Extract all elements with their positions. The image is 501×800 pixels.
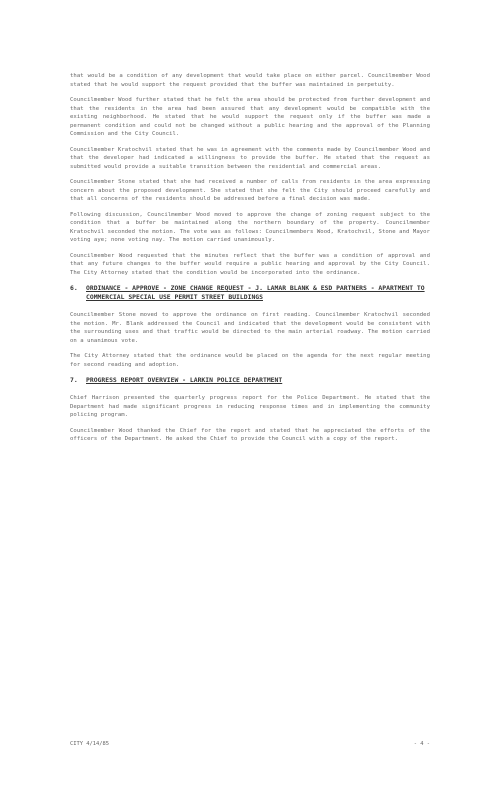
body-paragraph: Councilmember Wood thanked the Chief for the report and stated that he appreciated the efforts of the officers of the Department. He asked the Chief to provide the Council with a copy of the report. bbox=[70, 427, 434, 442]
section-heading-6 bbox=[70, 284, 430, 302]
section-heading-7 bbox=[70, 376, 430, 385]
section-number: 6. bbox=[70, 284, 78, 292]
page-footer bbox=[70, 741, 430, 747]
body-paragraph: Chief Harrison presented the quarterly progress report for the Police Department. He stated that the Department had made significant progress in reducing response times and in implementing the community policing program. bbox=[70, 395, 434, 418]
section-number: 7. bbox=[70, 376, 78, 384]
section-title: PROGRESS REPORT OVERVIEW - LARKIN POLICE DEPARTMENT bbox=[86, 376, 283, 384]
body-paragraph: The City Attorney stated that the ordinance would be placed on the agenda for the next regular meeting for second reading and adoption. bbox=[70, 353, 434, 368]
body-paragraph: Councilmember Stone moved to approve the ordinance on first reading. Councilmember Kratochvil seconded the motion. Mr. Blank addressed the Council and indicated that the development would be consistent with the surrounding uses and that traffic would be directed to the main arterial roadway. The motion carried on a unanimous vote. bbox=[70, 312, 434, 344]
body-paragraph: Following discussion, Councilmember Wood moved to approve the change of zoning request subject to the condition that a buffer be maintained along the northern boundary of the property. Councilmember Kratochvil seconded the motion. The vote was as follows: Councilmembers Wood, Kratochvil, Stone and Mayor voting aye; none voting nay. The motion carried unanimously. bbox=[70, 211, 434, 243]
footer-date: CITY 4/14/85 bbox=[70, 741, 109, 747]
body-paragraph: that would be a condition of any development that would take place on either parcel. Councilmember Wood stated that he would support the request provided that the buffer was maintained in perpetuity. bbox=[70, 73, 434, 88]
body-paragraph: Councilmember Wood requested that the minutes reflect that the buffer was a condition of approval and that any future changes to the buffer would require a public hearing and approval by the City Council. The City Attorney stated that the condition would be incorporated into the ordinance. bbox=[70, 252, 434, 276]
document-page bbox=[70, 72, 434, 451]
body-paragraph: Councilmember Stone stated that she had received a number of calls from residents in the area expressing concern about the proposed development. She stated that she felt the City should proceed carefully and that all concerns of the residents should be addressed before a final decision was made. bbox=[70, 179, 434, 202]
page-number: - 4 - bbox=[413, 741, 430, 747]
body-paragraph: Councilmember Wood further stated that he felt the area should be protected from further development and that the residents in the area had been assured that any development would be compatible with the existing neighborhood. He stated that he would support the request only if the buffer was made a permanent condition and could not be changed without a public hearing and the approval of the Planning Commission and the City Council. bbox=[70, 97, 434, 137]
section-title: ORDINANCE - APPROVE - ZONE CHANGE REQUEST - J. LAMAR BLANK & ESD PARTNERS - APARTMENT TO COMMERCIAL SPECIAL USE PERMIT STREET BUILDINGS bbox=[86, 284, 425, 301]
body-paragraph: Councilmember Kratochvil stated that he was in agreement with the comments made by Councilmember Wood and that the developer had indicated a willingness to provide the buffer. He stated that the request as submitted would provide a suitable transition between the residential and commercial areas. bbox=[70, 146, 434, 170]
